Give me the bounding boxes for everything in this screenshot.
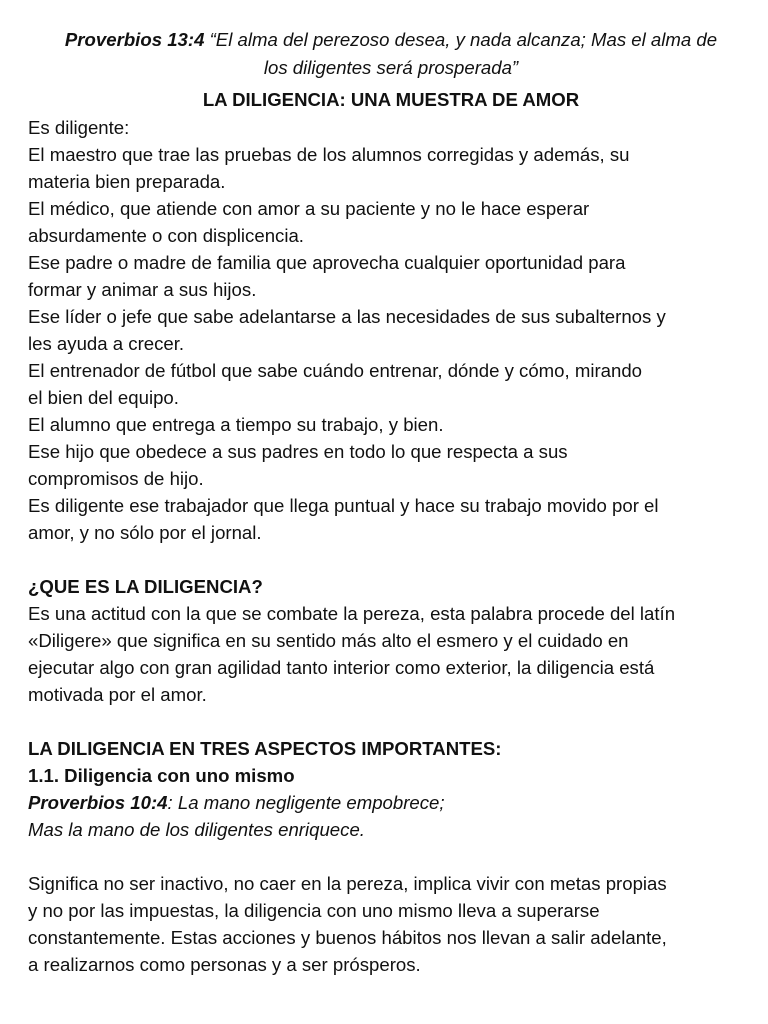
epigraph (28, 26, 754, 82)
subsection-heading: 1.1. Diligencia con uno mismo (28, 765, 295, 786)
section-heading: LA DILIGENCIA EN TRES ASPECTOS IMPORTANTES: (28, 738, 502, 759)
body-line: materia bien preparada. (28, 171, 226, 192)
epigraph-reference: Proverbios 13:4 (64, 29, 205, 50)
verse-text: : La mano negligente empobrece; (167, 792, 445, 813)
section-heading: ¿QUE ES LA DILIGENCIA? (28, 576, 263, 597)
verse-line-2: Mas la mano de los diligentes enriquece. (28, 819, 365, 840)
body-line: Es diligente: (28, 117, 130, 138)
body-line: Es diligente ese trabajador que llega puntual y hace su trabajo movido por el (28, 495, 659, 516)
body-line: el bien del equipo. (28, 387, 179, 408)
body-line: El entrenador de fútbol que sabe cuándo entrenar, dónde y cómo, mirando (28, 360, 643, 381)
body-line: constantemente. Estas acciones y buenos hábitos nos llevan a salir adelante, (28, 927, 667, 948)
body-line: El maestro que trae las pruebas de los alumnos corregidas y además, su (28, 144, 630, 165)
body-line: El médico, que atiende con amor a su paciente y no le hace esperar (28, 198, 590, 219)
body-line: Ese líder o jefe que sabe adelantarse a las necesidades de sus subalternos y (28, 306, 666, 327)
body-line: formar y animar a sus hijos. (28, 279, 257, 300)
body-line: Ese padre o madre de familia que aprovecha cualquier oportunidad para (28, 252, 626, 273)
body-line: «Diligere» que significa en su sentido más alto el esmero y el cuidado en (28, 630, 629, 651)
body-line: motivada por el amor. (28, 684, 207, 705)
body-line: Ese hijo que obedece a sus padres en todo lo que respecta a sus (28, 441, 568, 462)
paragraph-spacer (28, 708, 754, 735)
body-line: compromisos de hijo. (28, 468, 204, 489)
body-line: y no por las impuestas, la diligencia con uno mismo lleva a superarse (28, 900, 600, 921)
page-title: LA DILIGENCIA: UNA MUESTRA DE AMOR (202, 89, 580, 110)
section-1-body (28, 114, 754, 546)
body-line: Significa no ser inactivo, no caer en la pereza, implica vivir con metas propias (28, 873, 667, 894)
body-line: Es una actitud con la que se combate la pereza, esta palabra procede del latín (28, 603, 676, 624)
epigraph-line-2: los diligentes será prosperada” (263, 57, 519, 78)
paragraph-spacer (28, 843, 754, 870)
body-line: absurdamente o con displicencia. (28, 225, 304, 246)
body-line: ejecutar algo con gran agilidad tanto interior como exterior, la diligencia está (28, 657, 655, 678)
verse-line-1 (28, 789, 754, 816)
section-3 (28, 735, 754, 978)
body-line: El alumno que entrega a tiempo su trabajo, y bien. (28, 414, 444, 435)
body-line: amor, y no sólo por el jornal. (28, 522, 262, 543)
body-line: a realizarnos como personas y a ser prósperos. (28, 954, 421, 975)
epigraph-line-1: “El alma del perezoso desea, y nada alcanza; Mas el alma de (204, 29, 718, 50)
verse-reference: Proverbios 10:4 (28, 792, 168, 813)
section-2 (28, 573, 754, 708)
body-line: les ayuda a crecer. (28, 333, 185, 354)
paragraph-spacer (28, 546, 754, 573)
